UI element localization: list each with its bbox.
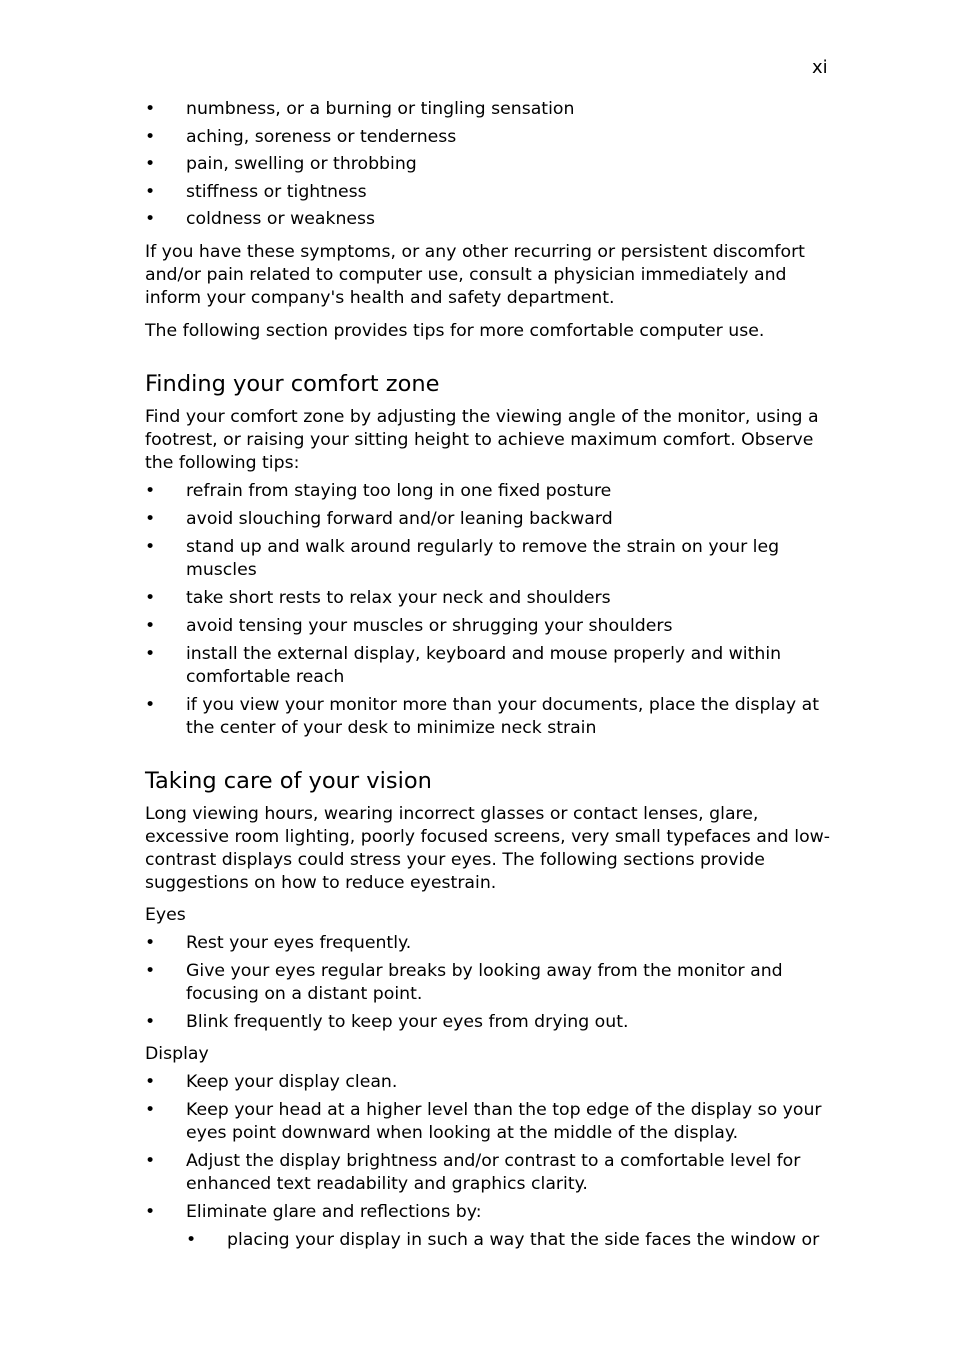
bullet: • [145, 154, 156, 174]
list-item [145, 181, 835, 204]
bullet: • [145, 209, 156, 229]
comfort-intro: Find your comfort zone by adjusting the viewing angle of the monitor, using a footrest, or raising your sitting height to achieve maximum comfort. Observe the following tips: [145, 407, 819, 473]
bullet: • [145, 616, 156, 636]
symptoms-paragraph: If you have these symptoms, or any other recurring or persistent discomfort and/or pain related to computer use, consult a physician immediately and inform your company's health and safety department. [145, 242, 805, 308]
bullet: • [145, 126, 156, 147]
list-item [145, 1011, 835, 1034]
bullet: • [145, 481, 156, 501]
bullet: • [145, 1100, 156, 1120]
list-item [145, 153, 835, 176]
bullet: • [145, 1012, 156, 1032]
list-item [145, 615, 835, 638]
bullet: • [145, 695, 156, 715]
list-item-text: Eliminate glare and reflections by: [186, 1202, 482, 1222]
bullet: • [145, 1072, 156, 1092]
list-item-text: Adjust the display brightness and/or contrast to a comfortable level for enhanced text readability and graphics clarity. [186, 1151, 801, 1194]
vision-intro: Long viewing hours, wearing incorrect glasses or contact lenses, glare, excessive room lighting, poorly focused screens, very small typefaces and low-contrast displays could stress your eyes. The following sections provide suggestions on how to reduce eyestrain. [145, 804, 831, 893]
list-item-text: placing your display in such a way that the side faces the window or [227, 1230, 820, 1250]
list-item-text: stand up and walk around regularly to remove the strain on your leg muscles [186, 537, 780, 580]
list-item [186, 1229, 835, 1252]
bullet: • [186, 1230, 197, 1250]
list-item-text: Blink frequently to keep your eyes from drying out. [186, 1012, 629, 1032]
list-item-text: Rest your eyes frequently. [186, 933, 412, 953]
list-item [145, 98, 835, 121]
list-item-text: install the external display, keyboard and mouse properly and within comfortable reach [186, 644, 782, 687]
following-paragraph: The following section provides tips for more comfortable computer use. [145, 321, 765, 341]
bullet: • [145, 1202, 156, 1222]
symptom-list [145, 98, 835, 231]
bullet: • [145, 99, 156, 119]
comfort-heading: Finding your comfort zone [145, 371, 440, 397]
list-item [145, 480, 835, 503]
eyes-list [145, 932, 835, 1034]
list-item [145, 932, 835, 955]
vision-heading: Taking care of your vision [145, 768, 432, 794]
bullet: • [145, 1151, 156, 1171]
list-item-text: pain, swelling or throbbing [186, 154, 417, 174]
glare-sub-list [145, 1229, 835, 1252]
list-item [145, 1201, 835, 1224]
list-item-text: if you view your monitor more than your documents, place the display at the center of your desk to minimize neck strain [186, 695, 819, 738]
bullet: • [145, 537, 156, 557]
list-item-text: Give your eyes regular breaks by looking away from the monitor and focusing on a distant point. [186, 961, 783, 1004]
list-item-text: Keep your head at a higher level than the top edge of the display so your eyes point downward when looking at the middle of the display. [186, 1100, 822, 1143]
list-item-text: take short rests to relax your neck and shoulders [186, 588, 611, 608]
comfort-tips-list [145, 480, 835, 740]
display-subheading: Display [145, 1044, 209, 1064]
bullet: • [145, 933, 156, 953]
list-item [145, 587, 835, 610]
display-list [145, 1071, 835, 1224]
bullet: • [145, 588, 156, 608]
list-item [145, 1071, 835, 1094]
list-item-text: avoid slouching forward and/or leaning backward [186, 509, 613, 529]
list-item-text: aching, soreness or tenderness [186, 126, 457, 147]
bullet: • [145, 181, 156, 202]
list-item-text: numbness, or a burning or tingling sensation [186, 99, 575, 119]
list-item [145, 960, 835, 1006]
list-item [145, 126, 835, 149]
bullet: • [145, 509, 156, 529]
bullet: • [145, 961, 156, 981]
list-item [145, 1150, 835, 1196]
eyes-subheading: Eyes [145, 905, 186, 925]
list-item-text: refrain from staying too long in one fixed posture [186, 481, 612, 501]
list-item [145, 536, 835, 582]
page-number: xi [812, 57, 828, 78]
bullet: • [145, 644, 156, 664]
list-item [145, 1099, 835, 1145]
list-item-text: stiffness or tightness [186, 181, 367, 202]
page-content [145, 98, 835, 1257]
list-item [145, 694, 835, 740]
list-item [145, 643, 835, 689]
list-item-text: Keep your display clean. [186, 1072, 398, 1092]
list-item-text: avoid tensing your muscles or shrugging your shoulders [186, 616, 673, 636]
list-item-text: coldness or weakness [186, 209, 376, 229]
list-item [145, 208, 835, 231]
list-item [145, 508, 835, 531]
